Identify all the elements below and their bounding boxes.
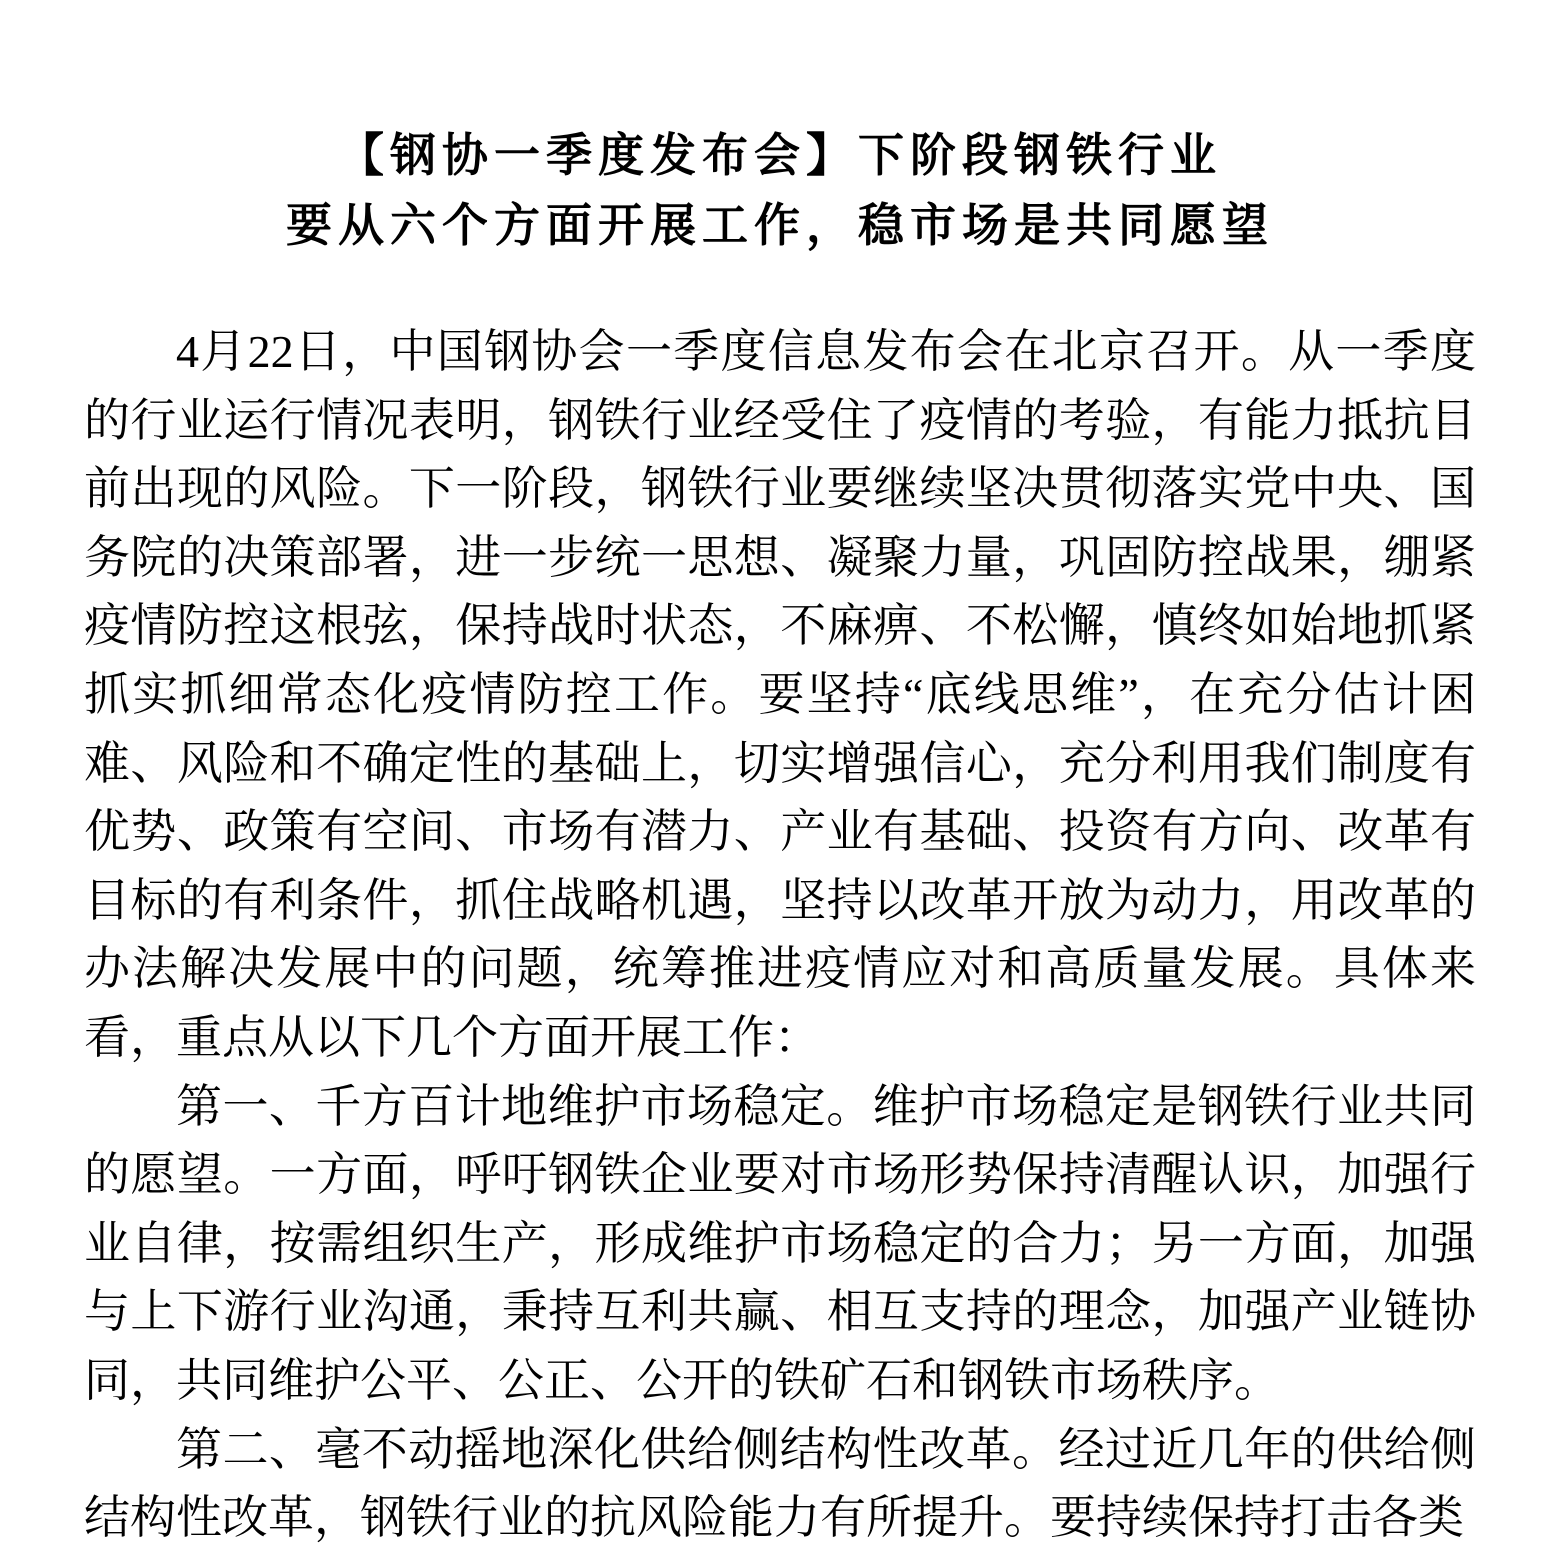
paragraph-intro: 4月22日，中国钢协会一季度信息发布会在北京召开。从一季度的行业运行情况表明，钢铁行业经受住了疫情的考验，有能力抵抗目前出现的风险。下一阶段，钢铁行业要继续坚决贯彻落实党中央、国务院的决策部署，进一步统一思想、凝聚力量，巩固防控战果，绷紧疫情防控这根弦，保持战时状态，不麻痹、不松懈，慎终如始地抓紧抓实抓细常态化疫情防控工作。要坚持“底线思维”，在充分估计困难、风险和不确定性的基础上，切实增强信心，充分利用我们制度有优势、政策有空间、市场有潜力、产业有基础、投资有方向、改革有目标的有利条件，抓住战略机遇，坚持以改革开放为动力，用改革的办法解决发展中的问题，统筹推进疫情应对和高质量发展。具体来看，重点从以下几个方面开展工作： [84, 326, 1476, 1063]
document-title [84, 0, 1476, 261]
title-line-2: 要从六个方面开展工作，稳市场是共同愿望 [286, 200, 1274, 251]
paragraph-point-2: 第二、毫不动摇地深化供给侧结构性改革。经过近几年的供给侧结构性改革，钢铁行业的抗风险能力有所提升。要持续保持打击各类 [84, 1423, 1476, 1544]
paragraph-point-1: 第一、千方百计地维护市场稳定。维护市场稳定是钢铁行业共同的愿望。一方面，呼吁钢铁企业要对市场形势保持清醒认识，加强行业自律，按需组织生产，形成维护市场稳定的合力；另一方面，加强与上下游行业沟通，秉持互利共赢、相互支持的理念，加强产业链协同，共同维护公平、公正、公开的铁矿石和钢铁市场秩序。 [84, 1080, 1476, 1406]
title-line-1: 【钢协一季度发布会】下阶段钢铁行业 [338, 130, 1222, 181]
document-body [84, 318, 1476, 1553]
